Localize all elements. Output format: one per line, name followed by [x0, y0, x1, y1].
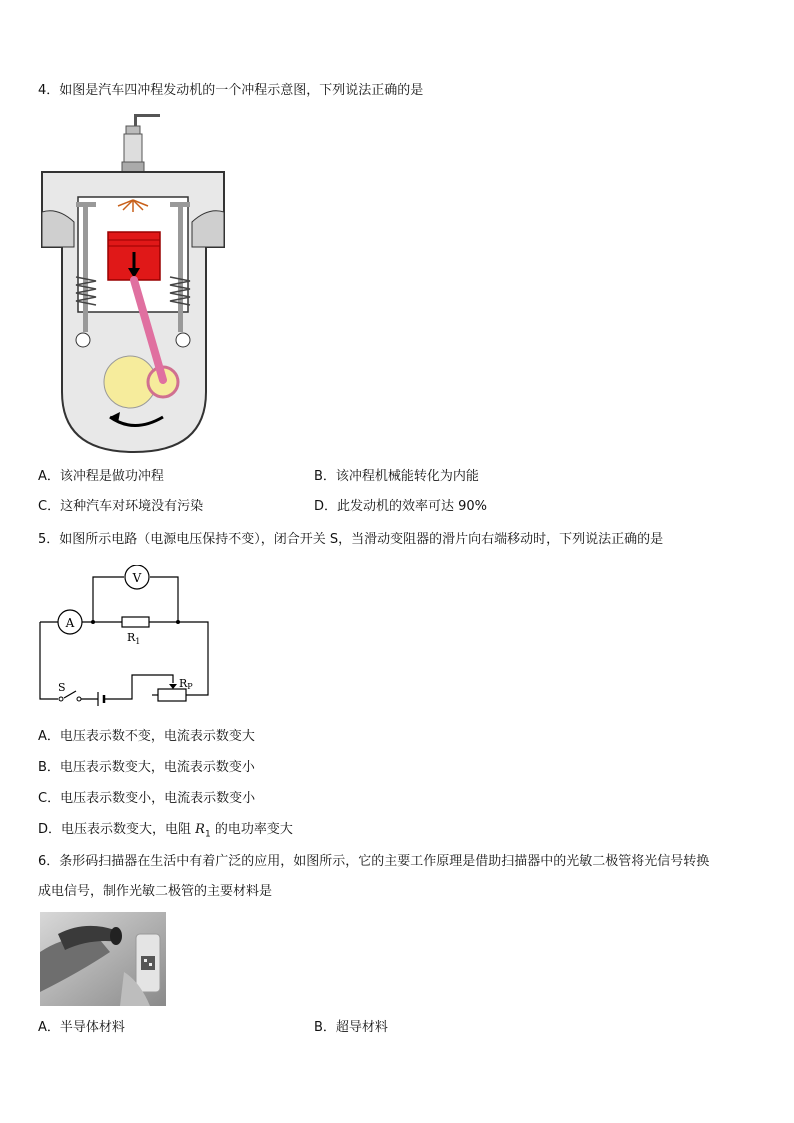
q4-stem: 4．如图是汽车四冲程发动机的一个冲程示意图，下列说法正确的是: [38, 83, 424, 98]
q6-stem-line1: 6．条形码扫描器在生活中有着广泛的应用，如图所示，它的主要工作原理是借助扫描器中的光敏二极管将光信号转换: [38, 854, 710, 869]
voltmeter-label: V: [132, 571, 142, 585]
resistor-label: R: [127, 631, 136, 644]
barcode-scanner-photo: [40, 912, 166, 1010]
ammeter-label: A: [65, 616, 75, 630]
engine-diagram: [38, 112, 238, 461]
q5-option-d-var: R: [195, 822, 205, 837]
q4-option-c: C．这种汽车对环境没有污染: [38, 499, 204, 514]
q4-option-b: B．该冲程机械能转化为内能: [314, 469, 479, 484]
q4-option-a: A．该冲程是做功冲程: [38, 469, 164, 484]
q5-option-d-prefix: D．电压表示数变大，电阻: [38, 822, 196, 837]
q6-stem-line2: 成电信号，制作光敏二极管的主要材料是: [38, 884, 273, 899]
circuit-diagram: [36, 565, 216, 714]
q5-option-b: B．电压表示数变大，电流表示数变小: [38, 760, 255, 775]
q5-stem: 5．如图所示电路（电源电压保持不变），闭合开关 S，当滑动变阻器的滑片向右端移动时，下列说法正确的是: [38, 532, 664, 547]
q4-option-d: D．此发动机的效率可达 90%: [314, 499, 488, 514]
q5-option-d-sub: 1: [204, 829, 211, 840]
q5-option-a: A．电压表示数不变，电流表示数变大: [38, 729, 255, 744]
q5-option-c: C．电压表示数变小，电流表示数变小: [38, 791, 256, 806]
switch-label: S: [58, 681, 66, 694]
rheostat-label: R: [179, 677, 188, 690]
svg-text:R1: [127, 631, 140, 646]
q5-option-d-suffix: 的电功率变大: [210, 822, 293, 837]
svg-text:RP: [179, 677, 193, 691]
rheostat-sub: P: [187, 682, 193, 691]
q5-option-d: [38, 821, 293, 844]
resistor-sub: 1: [135, 637, 141, 646]
q6-option-a: A．半导体材料: [38, 1020, 125, 1035]
q6-option-b: B．超导材料: [314, 1020, 388, 1035]
